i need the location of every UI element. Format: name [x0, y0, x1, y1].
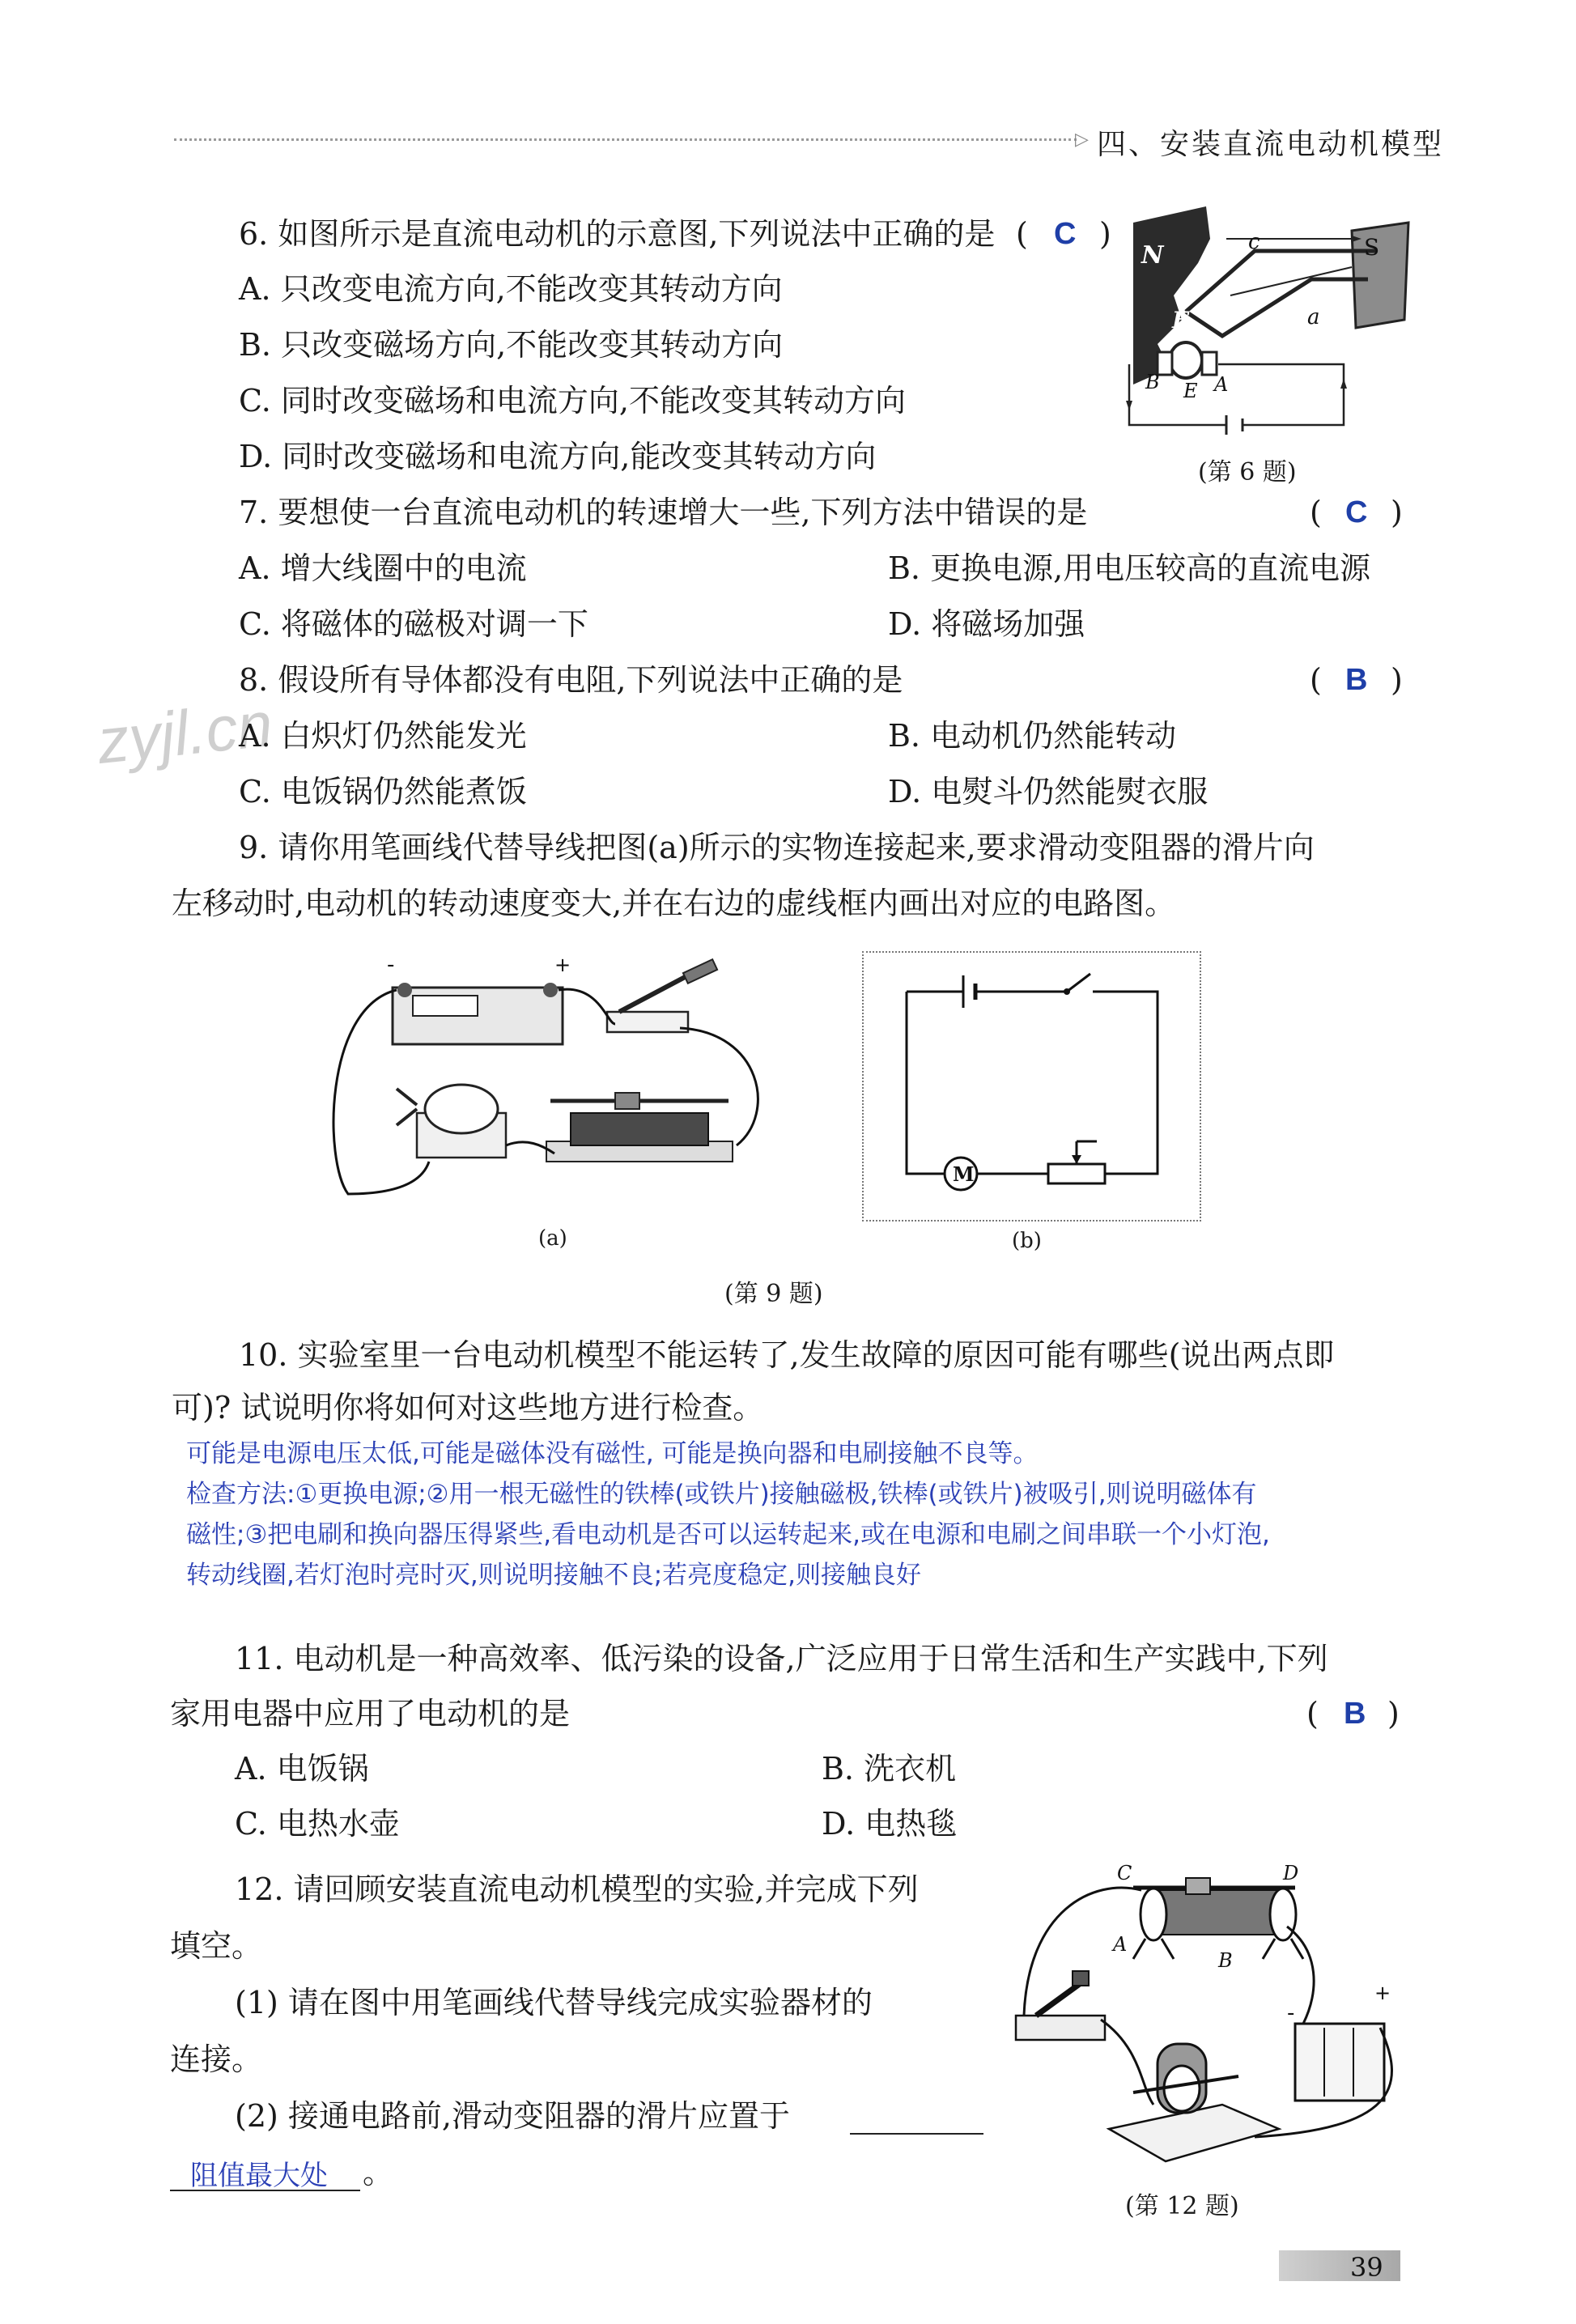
- battery-minus: -: [387, 953, 395, 977]
- q11-option-b: B. 洗衣机: [822, 1751, 957, 1787]
- rheostat-slider: [1186, 1878, 1210, 1894]
- fig12-label-plus: +: [1374, 1982, 1391, 2004]
- q7-stem: 7. 要想使一台直流电动机的转速增大一些,下列方法中错误的是: [239, 495, 1088, 530]
- fig6-label-b: B: [1145, 371, 1160, 393]
- q12-sub1-line2: 连接。: [170, 2041, 263, 2077]
- q6-option-a: A. 只改变电流方向,不能改变其转动方向: [239, 271, 783, 307]
- q7-option-b: B. 更换电源,用电压较高的直流电源: [888, 550, 1371, 586]
- q10-answer-line4: 转动线圈,若灯泡时亮时灭,则说明接触不良;若亮度稳定,则接触良好: [186, 1561, 922, 1590]
- motor-model-base: [1109, 2105, 1279, 2161]
- field-arrows: [1226, 239, 1352, 295]
- q6-motor-figure: [1109, 206, 1417, 449]
- q11-line1: 11. 电动机是一种高效率、低污染的设备,广泛应用于日常生活和生产实践中,下列: [235, 1641, 1328, 1676]
- knife-switch-base: [1016, 2016, 1105, 2040]
- fig6-label-a2: A: [1214, 373, 1229, 396]
- q6-option-d: D. 同时改变磁场和电流方向,能改变其转动方向: [239, 439, 877, 474]
- q12-line2: 填空。: [170, 1928, 263, 1964]
- motor-fan: [397, 1089, 417, 1125]
- battery-cells: [1295, 2024, 1384, 2101]
- knife-switch-base: [607, 1012, 688, 1032]
- fig6-label-a: a: [1307, 305, 1320, 329]
- q11-option-d: D. 电热毯: [822, 1806, 958, 1842]
- fig6-label-d: d: [1188, 265, 1204, 291]
- q7-option-d: D. 将磁场加强: [888, 606, 1085, 642]
- q10-line1: 10. 实验室里一台电动机模型不能运转了,发生故障的原因可能有哪些(说出两点即: [239, 1337, 1335, 1373]
- q11-line2: 家用电器中应用了电动机的是: [170, 1696, 571, 1731]
- q8-option-d: D. 电熨斗仍然能熨衣服: [888, 774, 1209, 809]
- q8-option-c: C. 电饭锅仍然能煮饭: [239, 774, 527, 809]
- q12-apparatus-figure: [1012, 1862, 1417, 2186]
- fig6-label-n: N: [1141, 241, 1164, 270]
- q9-figure-b-caption: (b): [1012, 1229, 1042, 1253]
- q6-option-b: B. 只改变磁场方向,不能改变其转动方向: [239, 327, 784, 363]
- q11-bracket-close: ): [1387, 1696, 1400, 1731]
- header-arrow-icon: ▷: [1075, 130, 1089, 150]
- q7-bracket-open: (: [1310, 495, 1322, 530]
- q8-bracket-open: (: [1310, 662, 1322, 698]
- rheostat-symbol: [1048, 1164, 1105, 1183]
- watermark: zyjl.cn: [93, 687, 276, 778]
- fig6-label-f: F: [1172, 307, 1188, 334]
- q8-answer: B: [1345, 663, 1368, 697]
- q11-option-c: C. 电热水壶: [235, 1806, 400, 1842]
- fig6-label-s: S: [1364, 234, 1380, 261]
- q12-blank-line-1: [850, 2133, 983, 2135]
- page-number: 39: [1350, 2252, 1383, 2283]
- q7-option-c: C. 将磁体的磁极对调一下: [239, 606, 588, 642]
- q8-option-b: B. 电动机仍然能转动: [888, 718, 1177, 754]
- switch-blade: [1067, 974, 1090, 992]
- q12-line1: 12. 请回顾安装直流电动机模型的实验,并完成下列: [235, 1872, 919, 1907]
- q11-answer: B: [1344, 1697, 1366, 1731]
- q6-stem: 6. 如图所示是直流电动机的示意图,下列说法中正确的是: [239, 216, 996, 252]
- q9-circuit-diagram: [862, 951, 1198, 1218]
- q11-bracket-open: (: [1306, 1696, 1319, 1731]
- q6-option-c: C. 同时改变磁场和电流方向,不能改变其转动方向: [239, 383, 906, 418]
- fig12-label-c: C: [1117, 1862, 1132, 1884]
- q12-blank-line-2: [170, 2190, 360, 2191]
- q12-end-mark: 。: [363, 2155, 394, 2190]
- rheostat-coil: [571, 1113, 708, 1145]
- motor-symbol: M: [953, 1162, 975, 1186]
- q7-answer: C: [1345, 495, 1368, 529]
- q6-bracket-close: ): [1099, 216, 1111, 252]
- q9-figure-a: [340, 951, 777, 1218]
- q9-caption: (第 9 题): [724, 1280, 823, 1308]
- q8-option-a: A. 白炽灯仍然能发光: [239, 718, 527, 754]
- q12-sub1-line1: (1) 请在图中用笔画线代替导线完成实验器材的: [235, 1985, 873, 2020]
- q6-answer: C: [1054, 217, 1077, 251]
- q12-caption: (第 12 题): [1125, 2192, 1239, 2220]
- q12-answer: 阻值最大处: [190, 2160, 328, 2192]
- q8-stem: 8. 假设所有导体都没有电阻,下列说法中正确的是: [239, 662, 903, 698]
- commutator: [1170, 342, 1202, 378]
- q9-figure-a-caption: (a): [538, 1226, 567, 1251]
- fig12-label-d: D: [1283, 1862, 1299, 1884]
- q11-option-a: A. 电饭锅: [235, 1751, 369, 1787]
- q9-line1: 9. 请你用笔画线代替导线把图(a)所示的实物连接起来,要求滑动变阻器的滑片向: [239, 830, 1315, 865]
- battery-plus: +: [554, 954, 571, 976]
- rheostat-slider: [615, 1093, 639, 1109]
- section-title: 四、安装直流电动机模型: [1097, 128, 1445, 161]
- q7-option-a: A. 增大线圈中的电流: [239, 550, 527, 586]
- motor-body: [425, 1085, 498, 1133]
- q10-answer-line2: 检查方法:①更换电源;②用一根无磁性的铁棒(或铁片)接触磁极,铁棒(或铁片)被吸引,则说明磁体有: [186, 1480, 1257, 1509]
- fig12-label-b: B: [1218, 1949, 1233, 1972]
- q6-caption: (第 6 题): [1198, 458, 1297, 486]
- header-dotted-rule: [174, 138, 1077, 141]
- q9-line2: 左移动时,电动机的转动速度变大,并在右边的虚线框内画出对应的电路图。: [172, 886, 1176, 921]
- q10-answer-line1: 可能是电源电压太低,可能是磁体没有磁性, 可能是换向器和电刷接触不良等。: [186, 1439, 1039, 1468]
- fig12-label-a: A: [1113, 1933, 1128, 1956]
- q10-answer-line3: 磁性;③把电刷和换向器压得紧些,看电动机是否可以运转起来,或在电源和电刷之间串联一个小灯泡,: [186, 1520, 1270, 1549]
- q8-bracket-close: ): [1391, 662, 1403, 698]
- brush-right: [1202, 352, 1217, 375]
- coil-loop: [1186, 251, 1376, 336]
- q10-line2: 可)? 试说明你将如何对这些地方进行检查。: [172, 1390, 764, 1425]
- fig6-label-e: E: [1183, 380, 1198, 402]
- q12-sub2-line1: (2) 接通电路前,滑动变阻器的滑片应置于: [235, 2098, 790, 2134]
- fig6-label-c: c: [1248, 230, 1260, 254]
- brush-left: [1158, 352, 1172, 375]
- q7-bracket-close: ): [1391, 495, 1403, 530]
- q6-bracket-open: (: [1016, 216, 1028, 252]
- rheostat-body: [1153, 1890, 1283, 1935]
- fig12-label-minus: -: [1287, 2001, 1295, 2025]
- circuit-wires: [907, 992, 1158, 1174]
